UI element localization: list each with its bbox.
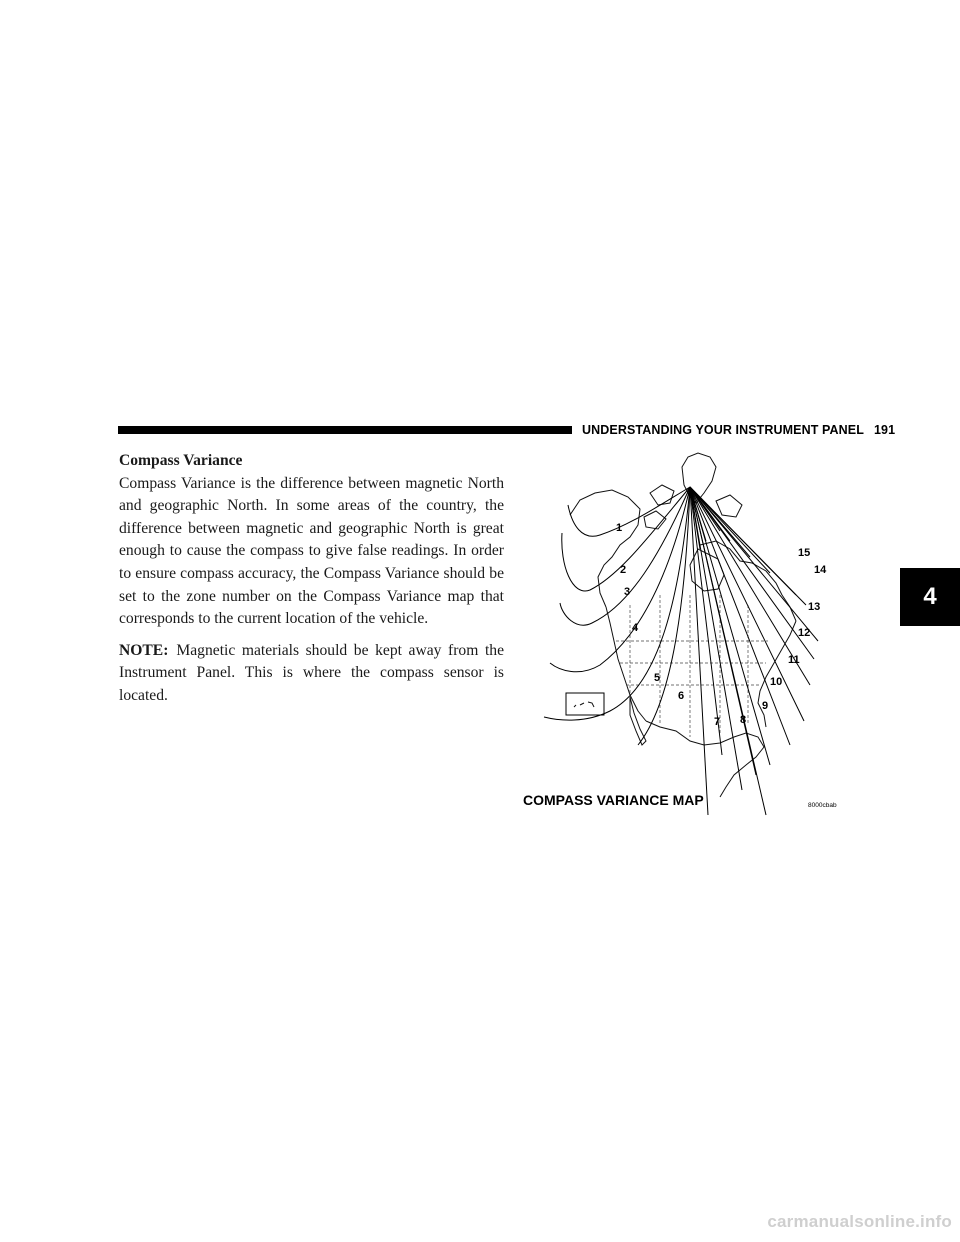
note-paragraph bbox=[119, 640, 504, 708]
curve-7 bbox=[690, 487, 708, 815]
note-label: NOTE: bbox=[119, 641, 169, 659]
map-caption: COMPASS VARIANCE MAP bbox=[523, 792, 704, 808]
zone-label-7: 7 bbox=[714, 716, 721, 728]
zone-label-5: 5 bbox=[654, 672, 661, 684]
zone-label-15: 15 bbox=[798, 547, 811, 559]
zone-label-13: 13 bbox=[808, 601, 821, 613]
zone-label-6: 6 bbox=[678, 690, 685, 702]
zone-label-1: 1 bbox=[616, 522, 623, 534]
zone-label-14: 14 bbox=[814, 564, 827, 576]
hawaii-inset bbox=[566, 693, 604, 715]
header-rule bbox=[118, 426, 572, 434]
section-title: UNDERSTANDING YOUR INSTRUMENT PANEL bbox=[582, 423, 864, 437]
zone-label-11: 11 bbox=[788, 654, 800, 666]
body-paragraph: Compass Variance is the difference between magnetic North and geographic North. In some areas of the country, the difference between magnetic and geographic North is great enough to cause the compass to give false readings. In order to ensure compass accuracy, the Compass Variance should be set to the zone number on the Compass Variance map that corresponds to the current location of the vehicle. bbox=[119, 474, 504, 628]
section-heading: Compass Variance bbox=[119, 452, 243, 469]
zone-label-10: 10 bbox=[770, 676, 783, 688]
zone-label-4: 4 bbox=[632, 622, 639, 634]
zone-label-12: 12 bbox=[798, 627, 811, 639]
chapter-tab: 4 bbox=[900, 568, 960, 626]
zone-label-9: 9 bbox=[762, 700, 769, 712]
zone-label-8: 8 bbox=[740, 714, 747, 726]
zone-label-2: 2 bbox=[620, 564, 627, 576]
page-number: 191 bbox=[873, 423, 896, 437]
zone-label-3: 3 bbox=[624, 586, 631, 598]
west-coast bbox=[606, 607, 646, 721]
compass-variance-map bbox=[520, 445, 840, 820]
note-text: Magnetic materials should be kept away from the Instrument Panel. This is where the compass sensor is located. bbox=[119, 641, 504, 704]
map-svg bbox=[520, 445, 840, 820]
figure-code: 8000cbab bbox=[808, 802, 837, 809]
site-watermark: carmanualsonline.info bbox=[767, 1212, 952, 1231]
body-column bbox=[119, 450, 504, 708]
running-header bbox=[582, 423, 895, 437]
curve-1 bbox=[568, 487, 690, 536]
